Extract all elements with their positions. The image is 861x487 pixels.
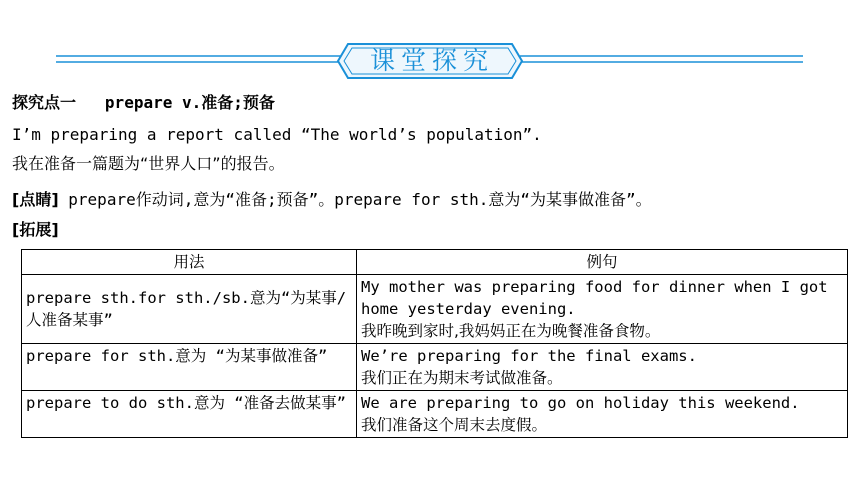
section-banner (0, 40, 861, 86)
example-cell-en: My mother was preparing food for dinner when I got home yesterday evening. (361, 278, 828, 318)
example-cell-en: We’re preparing for the final exams. (361, 347, 697, 365)
usage-cell: prepare sth.for sth./sb.意为“为某事/人准备某事” (22, 275, 357, 344)
example-cell (357, 391, 848, 438)
tuozhan-tag: [拓展] (12, 220, 59, 239)
usage-cell: prepare for sth.意为 “为某事做准备” (22, 344, 357, 391)
example-zh: 我在准备一篇题为“世界人口”的报告。 (12, 154, 285, 173)
table-row (22, 391, 848, 438)
table-row (22, 344, 848, 391)
example-cell-zh: 我们准备这个周末去度假。 (361, 416, 548, 434)
heading (12, 92, 275, 114)
example-cell (357, 275, 848, 344)
example-cell-en: We are preparing to go on holiday this weekend. (361, 394, 800, 412)
table-header-row (22, 250, 848, 275)
example-cell (357, 344, 848, 391)
header-usage: 用法 (22, 250, 357, 275)
header-example: 例句 (357, 250, 848, 275)
dianjing-tag: [点睛] (12, 190, 59, 209)
dianjing-line (12, 189, 652, 211)
heading-word: prepare v.准备;预备 (104, 93, 275, 112)
heading-prefix: 探究点一 (12, 93, 77, 112)
table-row (22, 275, 848, 344)
banner-title: 课堂探究 (369, 46, 494, 75)
example-cell-zh: 我们正在为期末考试做准备。 (361, 369, 563, 387)
example-cell-zh: 我昨晚到家时,我妈妈正在为晚餐准备食物。 (361, 322, 661, 340)
example-en: I’m preparing a report called “The world’s population”. (12, 125, 542, 144)
usage-cell: prepare to do sth.意为 “准备去做某事” (22, 391, 357, 438)
dianjing-text: prepare作动词,意为“准备;预备”。prepare for sth.意为“为某事做准备”。 (68, 190, 652, 209)
usage-table (21, 249, 848, 438)
